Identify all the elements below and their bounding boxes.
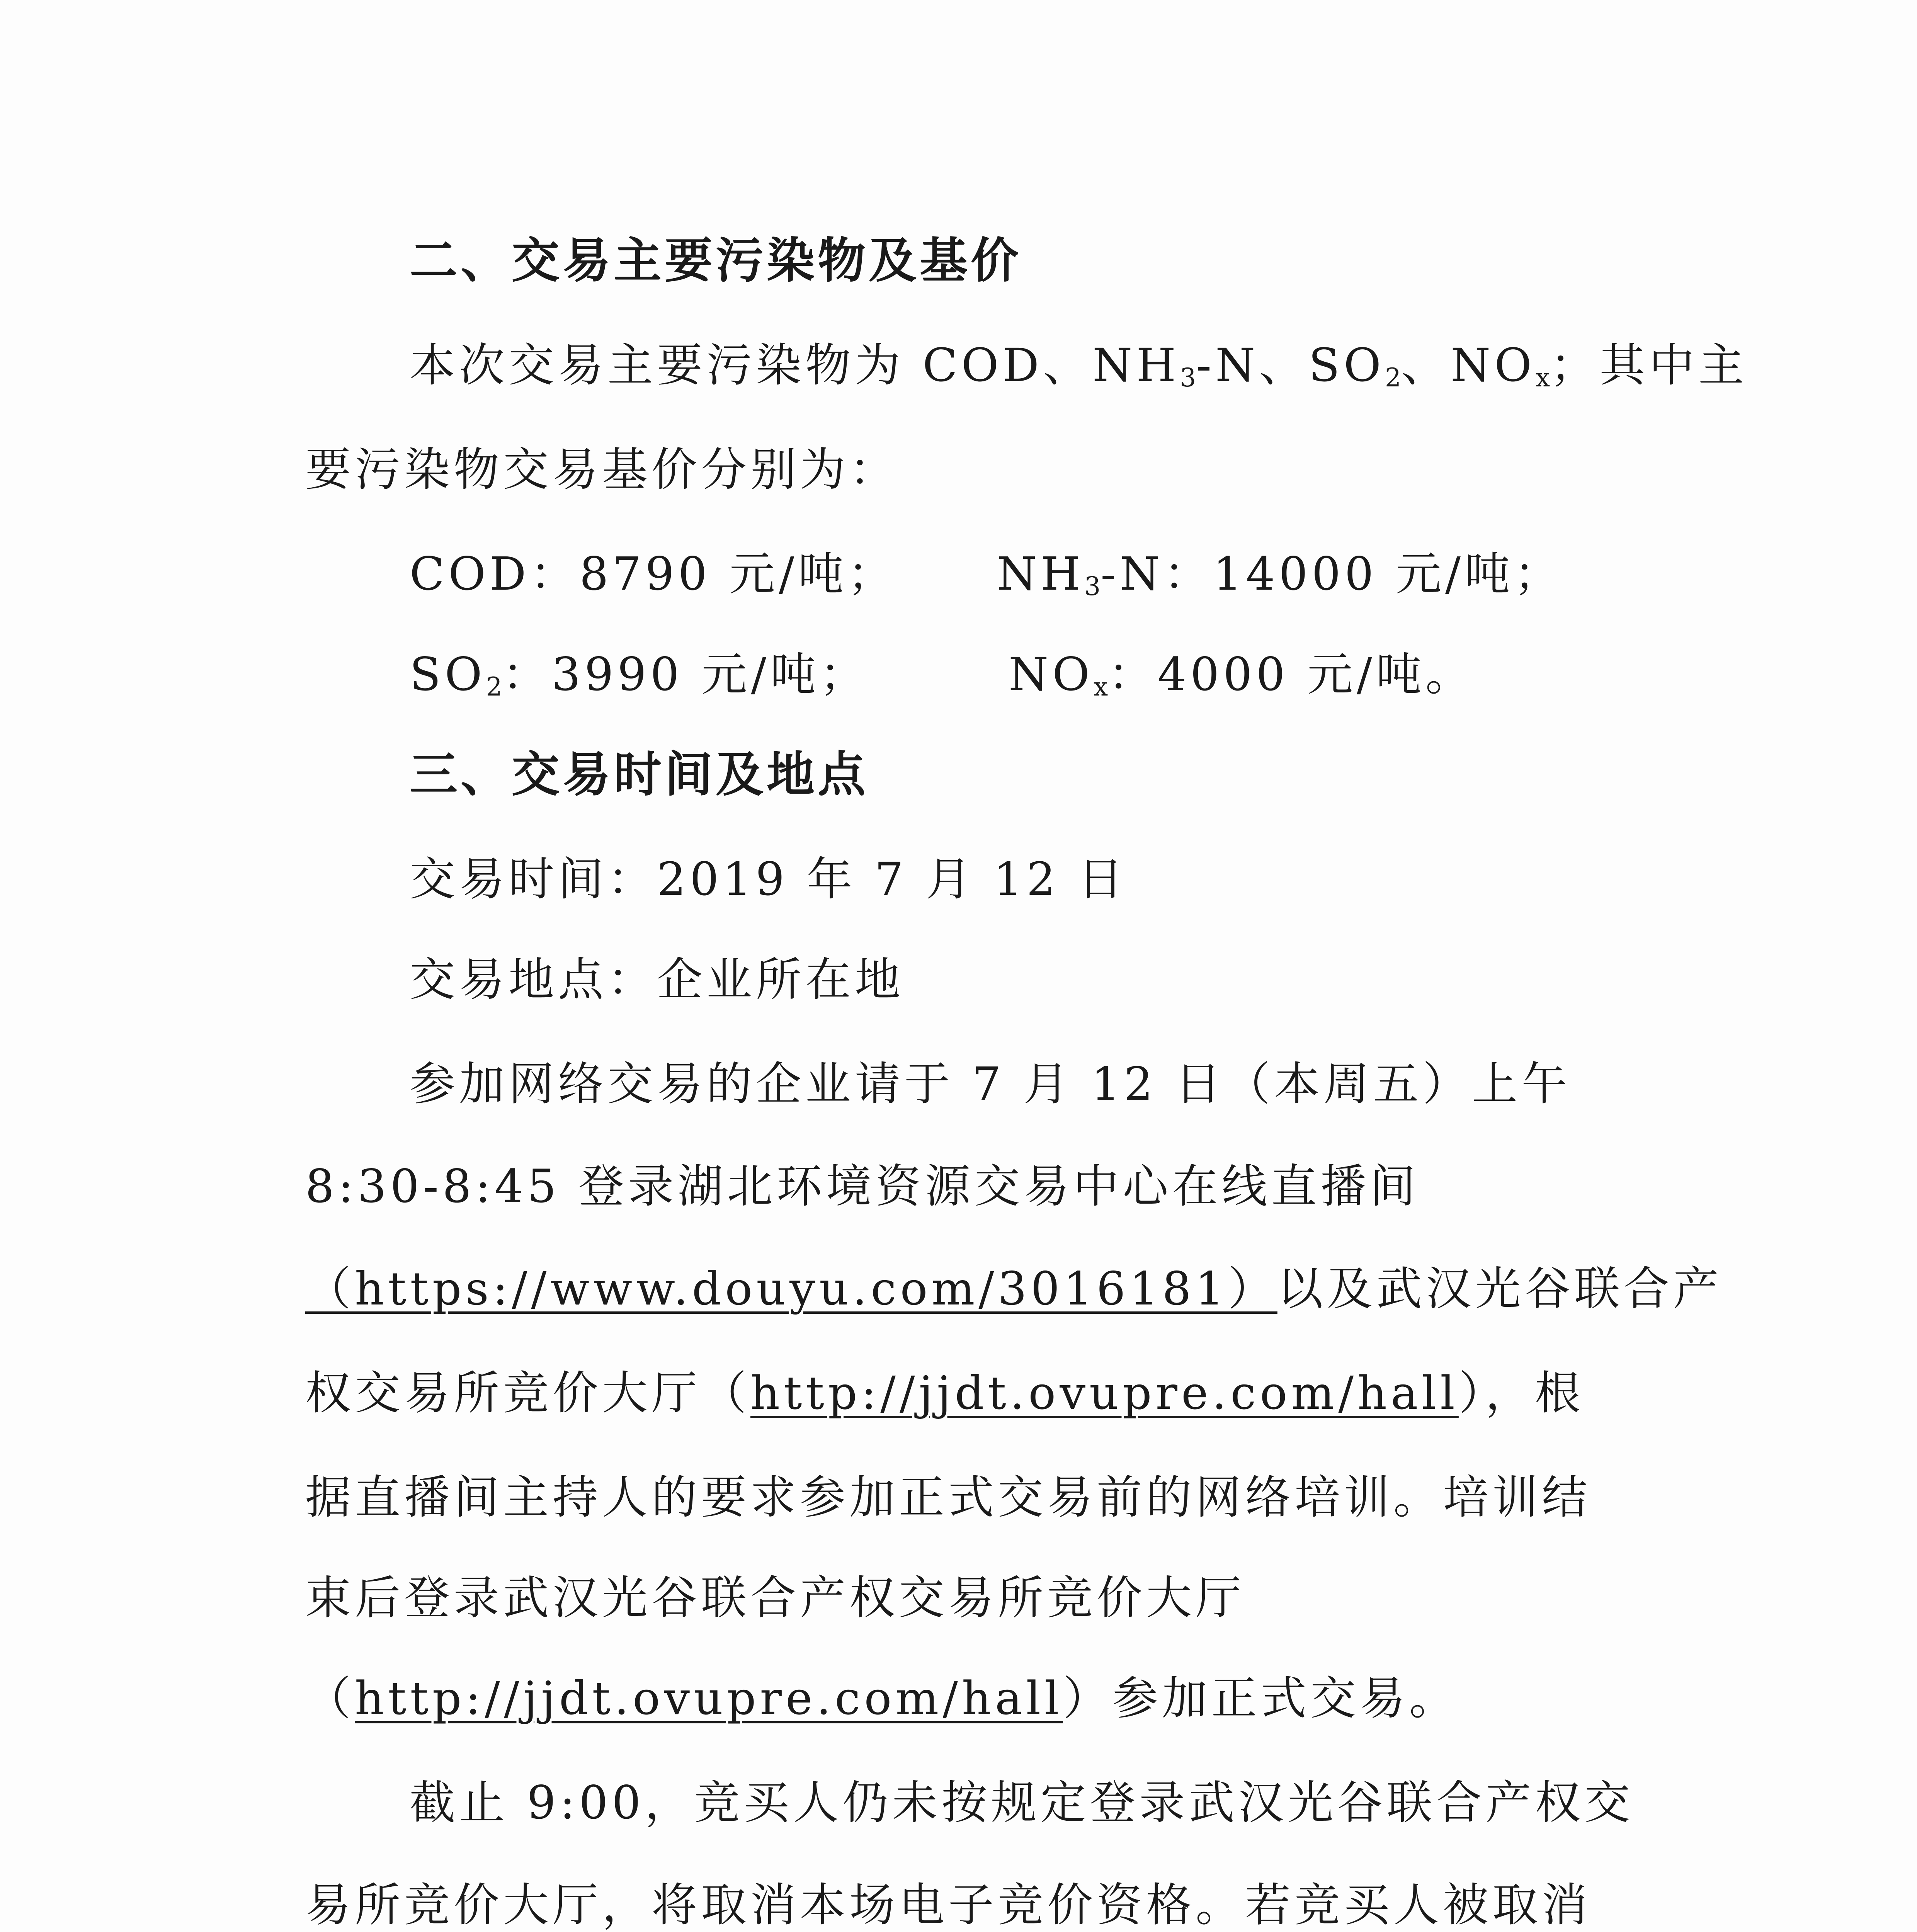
price-nox bbox=[1009, 645, 1475, 716]
bidding-hall-link-2[interactable]: http://jjdt.ovupre.com/hall bbox=[355, 1672, 1063, 1725]
section-3-heading: 三、交易时间及地点 bbox=[410, 747, 869, 803]
section-2-intro-line-1 bbox=[410, 336, 1748, 407]
price-nh3n bbox=[997, 545, 1563, 616]
text-run: 权交易所竞价大厅（ bbox=[305, 1366, 751, 1420]
text-run: ）参加正式交易。 bbox=[1063, 1672, 1459, 1725]
trade-place: 交易地点：企业所在地 bbox=[410, 953, 905, 1006]
price-so2 bbox=[410, 645, 869, 716]
text-run: 、NO bbox=[1401, 338, 1536, 392]
text-run: ；其中主 bbox=[1550, 338, 1748, 392]
paragraph-1-line-1: 参加网络交易的企业请于 7 月 12 日（本周五）上午 bbox=[410, 1057, 1571, 1111]
price-cod: COD：8790 元/吨； bbox=[410, 547, 897, 600]
section-2-intro-line-2: 要污染物交易基价分别为： bbox=[305, 443, 899, 496]
subscript: 2 bbox=[486, 672, 502, 702]
paragraph-1-line-3 bbox=[305, 1260, 1723, 1318]
subscript: 2 bbox=[1385, 363, 1401, 393]
paragraph-2-line-1: 截止 9:00，竞买人仍未按规定登录武汉光谷联合产权交 bbox=[410, 1776, 1634, 1829]
douyu-link[interactable]: （https://www.douyu.com/3016181） bbox=[305, 1262, 1277, 1315]
text-run: -N：14000 元/吨； bbox=[1101, 547, 1563, 600]
subscript: 3 bbox=[1180, 363, 1196, 393]
text-run: ），根 bbox=[1458, 1366, 1584, 1420]
paragraph-1-line-7 bbox=[305, 1669, 1459, 1727]
subscript: 3 bbox=[1084, 571, 1101, 601]
trade-time: 交易时间：2019 年 7 月 12 日 bbox=[410, 852, 1128, 906]
text-run: SO bbox=[410, 648, 486, 701]
paragraph-1-line-4 bbox=[305, 1364, 1584, 1422]
paragraph-1-line-6: 束后登录武汉光谷联合产权交易所竞价大厅 bbox=[305, 1571, 1245, 1624]
text-run: NH bbox=[997, 547, 1085, 600]
text-run: 本次交易主要污染物为 COD、NH bbox=[410, 338, 1180, 392]
paragraph-1-line-5: 据直播间主持人的要求参加正式交易前的网络培训。培训结 bbox=[305, 1471, 1592, 1524]
text-run: （ bbox=[305, 1672, 355, 1725]
subscript: x bbox=[1094, 672, 1108, 702]
paragraph-2-line-2: 易所竞价大厅，将取消本场电子竞价资格。若竞买人被取消 bbox=[305, 1878, 1592, 1932]
subscript: x bbox=[1536, 363, 1550, 393]
text-run: ：4000 元/吨。 bbox=[1108, 648, 1475, 701]
text-run: NO bbox=[1009, 648, 1094, 701]
text-run: -N、SO bbox=[1196, 338, 1385, 392]
text-run: 以及武汉光谷联合产 bbox=[1277, 1262, 1723, 1315]
text-run: ：3990 元/吨； bbox=[502, 648, 869, 701]
bidding-hall-link[interactable]: http://jjdt.ovupre.com/hall bbox=[750, 1366, 1459, 1420]
paragraph-1-line-2: 8:30-8:45 登录湖北环境资源交易中心在线直播间 bbox=[305, 1160, 1420, 1213]
section-2-heading: 二、交易主要污染物及基价 bbox=[410, 233, 1022, 289]
